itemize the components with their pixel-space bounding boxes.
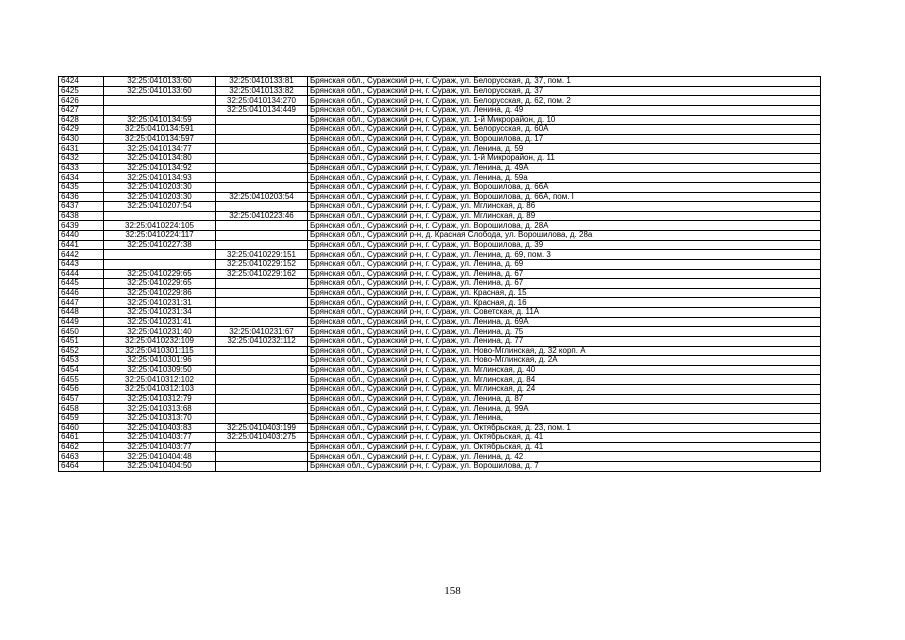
cadastral-number-secondary-cell — [216, 154, 308, 164]
row-number-cell: 6443 — [59, 259, 104, 269]
cadastral-number-cell: 32:25:0410231:41 — [104, 317, 216, 327]
address-cell: Брянская обл., Суражский р-н, г. Сураж, ул. Белорусская, д. 37, пом. 1 — [308, 77, 821, 87]
cadastral-number-secondary-cell — [216, 115, 308, 125]
cadastral-number-cell: 32:25:0410134:80 — [104, 154, 216, 164]
address-cell: Брянская обл., Суражский р-н, г. Сураж, ул. Ленина, д. 69, пом. 3 — [308, 250, 821, 260]
cadastral-number-cell: 32:25:0410301:96 — [104, 356, 216, 366]
cadastral-number-cell: 32:25:0410203:30 — [104, 182, 216, 192]
table-row — [59, 385, 821, 395]
cadastral-number-secondary-cell — [216, 173, 308, 183]
table-row — [59, 269, 821, 279]
cadastral-number-cell: 32:25:0410403:83 — [104, 423, 216, 433]
table-row — [59, 182, 821, 192]
table-row — [59, 452, 821, 462]
address-cell: Брянская обл., Суражский р-н, г. Сураж, ул. Ленина, д. 69 — [308, 259, 821, 269]
address-cell: Брянская обл., Суражский р-н, г. Сураж, ул. Ленина, д. 99А — [308, 404, 821, 414]
cadastral-number-cell: 32:25:0410134:92 — [104, 163, 216, 173]
address-cell: Брянская обл., Суражский р-н, г. Сураж, ул. 1-й Микрорайон, д. 10 — [308, 115, 821, 125]
address-cell: Брянская обл., Суражский р-н, г. Сураж, ул. Октябрьская, д. 41 — [308, 433, 821, 443]
table-row — [59, 211, 821, 221]
address-cell: Брянская обл., Суражский р-н, г. Сураж, ул. Ленина, д. 67 — [308, 279, 821, 289]
cadastral-number-cell: 32:25:0410312:79 — [104, 394, 216, 404]
cadastral-number-cell — [104, 211, 216, 221]
address-cell: Брянская обл., Суражский р-н, г. Сураж, ул. Ново-Мглинская, д. 32 корп. А — [308, 346, 821, 356]
table-row — [59, 433, 821, 443]
row-number-cell: 6450 — [59, 327, 104, 337]
cadastral-number-secondary-cell — [216, 182, 308, 192]
cadastral-number-secondary-cell — [216, 221, 308, 231]
address-cell: Брянская обл., Суражский р-н, г. Сураж, ул. Ленина, д. 59 — [308, 144, 821, 154]
cadastral-number-secondary-cell: 32:25:0410223:46 — [216, 211, 308, 221]
table-row — [59, 134, 821, 144]
row-number-cell: 6464 — [59, 462, 104, 472]
table-row — [59, 96, 821, 106]
row-number-cell: 6453 — [59, 356, 104, 366]
cadastral-number-secondary-cell: 32:25:0410133:82 — [216, 86, 308, 96]
row-number-cell: 6462 — [59, 442, 104, 452]
cadastral-number-secondary-cell: 32:25:0410229:151 — [216, 250, 308, 260]
cadastral-number-secondary-cell — [216, 317, 308, 327]
address-cell: Брянская обл., Суражский р-н, г. Сураж, ул. Ленина, д. 77 — [308, 336, 821, 346]
cadastral-number-cell — [104, 250, 216, 260]
cadastral-number-cell: 32:25:0410134:597 — [104, 134, 216, 144]
row-number-cell: 6438 — [59, 211, 104, 221]
row-number-cell: 6454 — [59, 365, 104, 375]
address-cell: Брянская обл., Суражский р-н, г. Сураж, ул. Советская, д. 11А — [308, 308, 821, 318]
cadastral-number-cell: 32:25:0410301:115 — [104, 346, 216, 356]
row-number-cell: 6444 — [59, 269, 104, 279]
row-number-cell: 6463 — [59, 452, 104, 462]
table-row — [59, 308, 821, 318]
row-number-cell: 6459 — [59, 413, 104, 423]
table-row — [59, 231, 821, 241]
cadastral-number-secondary-cell — [216, 288, 308, 298]
cadastral-number-secondary-cell: 32:25:0410134:270 — [216, 96, 308, 106]
row-number-cell: 6426 — [59, 96, 104, 106]
table-row — [59, 163, 821, 173]
cadastral-number-cell: 32:25:0410231:31 — [104, 298, 216, 308]
address-cell: Брянская обл., Суражский р-н, г. Сураж, ул. Ворошилова, д. 66А, пом. I — [308, 192, 821, 202]
table-row — [59, 336, 821, 346]
row-number-cell: 6446 — [59, 288, 104, 298]
cadastral-number-cell: 32:25:0410232:109 — [104, 336, 216, 346]
table-row — [59, 202, 821, 212]
cadastral-number-secondary-cell — [216, 452, 308, 462]
address-cell: Брянская обл., Суражский р-н, г. Сураж, ул. Ленина, д. 69А — [308, 317, 821, 327]
cadastral-number-cell: 32:25:0410227:38 — [104, 240, 216, 250]
row-number-cell: 6445 — [59, 279, 104, 289]
row-number-cell: 6433 — [59, 163, 104, 173]
table-row — [59, 77, 821, 87]
address-cell: Брянская обл., Суражский р-н, г. Сураж, ул. Белорусская, д. 37 — [308, 86, 821, 96]
cadastral-number-cell: 32:25:0410207:54 — [104, 202, 216, 212]
table-row — [59, 115, 821, 125]
table-row — [59, 346, 821, 356]
table-row — [59, 105, 821, 115]
table-row — [59, 298, 821, 308]
cadastral-number-cell: 32:25:0410133:60 — [104, 77, 216, 87]
cadastral-number-secondary-cell — [216, 404, 308, 414]
row-number-cell: 6451 — [59, 336, 104, 346]
cadastral-number-cell: 32:25:0410224:117 — [104, 231, 216, 241]
table-row — [59, 404, 821, 414]
table-row — [59, 279, 821, 289]
cadastral-number-cell: 32:25:0410134:59 — [104, 115, 216, 125]
cadastral-number-secondary-cell — [216, 298, 308, 308]
address-cell: Брянская обл., Суражский р-н, г. Сураж, ул. Ленина, д. 87 — [308, 394, 821, 404]
row-number-cell: 6441 — [59, 240, 104, 250]
row-number-cell: 6437 — [59, 202, 104, 212]
row-number-cell: 6427 — [59, 105, 104, 115]
table-row — [59, 317, 821, 327]
cadastral-number-cell: 32:25:0410133:60 — [104, 86, 216, 96]
row-number-cell: 6425 — [59, 86, 104, 96]
row-number-cell: 6452 — [59, 346, 104, 356]
address-cell: Брянская обл., Суражский р-н, г. Сураж, ул. Октябрьская, д. 23, пом. 1 — [308, 423, 821, 433]
address-cell: Брянская обл., Суражский р-н, г. Сураж, ул. Ленина, д. 49А — [308, 163, 821, 173]
cadastral-number-secondary-cell — [216, 462, 308, 472]
table-row — [59, 173, 821, 183]
address-cell: Брянская обл., Суражский р-н, г. Сураж, ул. Красная, д. 16 — [308, 298, 821, 308]
cadastral-number-cell — [104, 105, 216, 115]
row-number-cell: 6435 — [59, 182, 104, 192]
row-number-cell: 6430 — [59, 134, 104, 144]
row-number-cell: 6432 — [59, 154, 104, 164]
cadastral-number-cell: 32:25:0410231:34 — [104, 308, 216, 318]
row-number-cell: 6457 — [59, 394, 104, 404]
cadastral-number-cell: 32:25:0410404:48 — [104, 452, 216, 462]
cadastral-number-cell: 32:25:0410403:77 — [104, 442, 216, 452]
cadastral-number-secondary-cell: 32:25:0410229:162 — [216, 269, 308, 279]
address-cell: Брянская обл., Суражский р-н, г. Сураж, ул. Красная, д. 15 — [308, 288, 821, 298]
table-row — [59, 462, 821, 472]
address-cell: Брянская обл., Суражский р-н, г. Сураж, ул. Белорусская, д. 62, пом. 2 — [308, 96, 821, 106]
cadastral-number-secondary-cell — [216, 163, 308, 173]
table-row — [59, 125, 821, 135]
table-row — [59, 259, 821, 269]
cadastral-number-cell: 32:25:0410313:68 — [104, 404, 216, 414]
address-cell: Брянская обл., Суражский р-н, г. Сураж, ул. Ворошилова, д. 17 — [308, 134, 821, 144]
row-number-cell: 6455 — [59, 375, 104, 385]
cadastral-number-cell: 32:25:0410312:103 — [104, 385, 216, 395]
cadastral-number-secondary-cell — [216, 365, 308, 375]
cadastral-number-secondary-cell: 32:25:0410403:275 — [216, 433, 308, 443]
cadastral-number-cell: 32:25:0410312:102 — [104, 375, 216, 385]
row-number-cell: 6456 — [59, 385, 104, 395]
cadastral-number-secondary-cell: 32:25:0410232:112 — [216, 336, 308, 346]
table-row — [59, 86, 821, 96]
row-number-cell: 6431 — [59, 144, 104, 154]
cadastral-number-cell: 32:25:0410134:77 — [104, 144, 216, 154]
table-row — [59, 144, 821, 154]
address-cell: Брянская обл., Суражский р-н, г. Сураж, ул. Ворошилова, д. 7 — [308, 462, 821, 472]
cadastral-number-cell: 32:25:0410404:50 — [104, 462, 216, 472]
registry-table-body — [59, 77, 821, 472]
cadastral-number-secondary-cell — [216, 231, 308, 241]
cadastral-number-secondary-cell — [216, 394, 308, 404]
address-cell: Брянская обл., Суражский р-н, г. Сураж, ул. Ленина, д. 75 — [308, 327, 821, 337]
address-cell: Брянская обл., Суражский р-н, г. Сураж, ул. Мглинская, д. 86 — [308, 202, 821, 212]
cadastral-number-cell: 32:25:0410203:30 — [104, 192, 216, 202]
address-cell: Брянская обл., Суражский р-н, г. Сураж, ул. Мглинская, д. 89 — [308, 211, 821, 221]
cadastral-number-secondary-cell — [216, 356, 308, 366]
row-number-cell: 6439 — [59, 221, 104, 231]
table-row — [59, 327, 821, 337]
cadastral-number-cell: 32:25:0410229:65 — [104, 279, 216, 289]
row-number-cell: 6436 — [59, 192, 104, 202]
row-number-cell: 6458 — [59, 404, 104, 414]
cadastral-number-secondary-cell — [216, 375, 308, 385]
table-row — [59, 423, 821, 433]
address-cell: Брянская обл., Суражский р-н, г. Сураж, ул. Ворошилова, д. 39 — [308, 240, 821, 250]
cadastral-number-cell: 32:25:0410231:40 — [104, 327, 216, 337]
address-cell: Брянская обл., Суражский р-н, г. Сураж, ул. Ленина, — [308, 413, 821, 423]
row-number-cell: 6424 — [59, 77, 104, 87]
row-number-cell: 6440 — [59, 231, 104, 241]
cadastral-number-cell: 32:25:0410134:93 — [104, 173, 216, 183]
address-cell: Брянская обл., Суражский р-н, г. Сураж, ул. Ленина, д. 42 — [308, 452, 821, 462]
cadastral-number-secondary-cell: 32:25:0410133:81 — [216, 77, 308, 87]
cadastral-number-cell — [104, 96, 216, 106]
cadastral-number-cell: 32:25:0410224:105 — [104, 221, 216, 231]
cadastral-number-cell: 32:25:0410309:50 — [104, 365, 216, 375]
cadastral-number-cell: 32:25:0410134:591 — [104, 125, 216, 135]
cadastral-number-secondary-cell: 32:25:0410134:449 — [216, 105, 308, 115]
address-cell: Брянская обл., Суражский р-н, г. Сураж, ул. Ворошилова, д. 28А — [308, 221, 821, 231]
address-cell: Брянская обл., Суражский р-н, г. Сураж, ул. Белорусская, д. 60А — [308, 125, 821, 135]
cadastral-number-cell — [104, 259, 216, 269]
cadastral-number-secondary-cell — [216, 144, 308, 154]
cadastral-number-secondary-cell — [216, 346, 308, 356]
row-number-cell: 6447 — [59, 298, 104, 308]
row-number-cell: 6428 — [59, 115, 104, 125]
cadastral-number-secondary-cell: 32:25:0410403:199 — [216, 423, 308, 433]
row-number-cell: 6442 — [59, 250, 104, 260]
address-cell: Брянская обл., Суражский р-н, г. Сураж, ул. Ново-Мглинская, д. 2А — [308, 356, 821, 366]
address-cell: Брянская обл., Суражский р-н, г. Сураж, ул. Октябрьская, д. 41 — [308, 442, 821, 452]
table-row — [59, 192, 821, 202]
cadastral-number-secondary-cell — [216, 125, 308, 135]
cadastral-number-cell: 32:25:0410229:65 — [104, 269, 216, 279]
cadastral-number-secondary-cell — [216, 442, 308, 452]
address-cell: Брянская обл., Суражский р-н, г. Сураж, ул. Мглинская, д. 84 — [308, 375, 821, 385]
cadastral-number-secondary-cell — [216, 279, 308, 289]
table-row — [59, 154, 821, 164]
address-cell: Брянская обл., Суражский р-н, г. Сураж, ул. Ленина, д. 49 — [308, 105, 821, 115]
row-number-cell: 6434 — [59, 173, 104, 183]
cadastral-number-secondary-cell: 32:25:0410203:54 — [216, 192, 308, 202]
cadastral-number-secondary-cell — [216, 385, 308, 395]
cadastral-number-secondary-cell: 32:25:0410231:67 — [216, 327, 308, 337]
row-number-cell: 6448 — [59, 308, 104, 318]
cadastral-number-secondary-cell — [216, 308, 308, 318]
page-number: 158 — [444, 585, 461, 597]
table-row — [59, 413, 821, 423]
table-row — [59, 365, 821, 375]
address-cell: Брянская обл., Суражский р-н, г. Сураж, ул. Мглинская, д. 24 — [308, 385, 821, 395]
row-number-cell: 6429 — [59, 125, 104, 135]
address-cell: Брянская обл., Суражский р-н, г. Сураж, ул. Ленина, д. 67 — [308, 269, 821, 279]
cadastral-number-secondary-cell — [216, 202, 308, 212]
table-row — [59, 250, 821, 260]
cadastral-number-secondary-cell: 32:25:0410229:152 — [216, 259, 308, 269]
address-cell: Брянская обл., Суражский р-н, д. Красная Слобода, ул. Ворошилова, д. 28а — [308, 231, 821, 241]
row-number-cell: 6460 — [59, 423, 104, 433]
table-row — [59, 221, 821, 231]
row-number-cell: 6449 — [59, 317, 104, 327]
address-cell: Брянская обл., Суражский р-н, г. Сураж, ул. Мглинская, д. 40 — [308, 365, 821, 375]
cadastral-number-cell: 32:25:0410403:77 — [104, 433, 216, 443]
row-number-cell: 6461 — [59, 433, 104, 443]
table-row — [59, 375, 821, 385]
address-cell: Брянская обл., Суражский р-н, г. Сураж, ул. 1-й Микрорайон, д. 11 — [308, 154, 821, 164]
cadastral-number-cell: 32:25:0410313:70 — [104, 413, 216, 423]
cadastral-number-secondary-cell — [216, 240, 308, 250]
cadastral-number-secondary-cell — [216, 413, 308, 423]
table-row — [59, 394, 821, 404]
address-cell: Брянская обл., Суражский р-н, г. Сураж, ул. Ленина, д. 59а — [308, 173, 821, 183]
cadastral-number-cell: 32:25:0410229:86 — [104, 288, 216, 298]
table-row — [59, 240, 821, 250]
table-row — [59, 356, 821, 366]
address-cell: Брянская обл., Суражский р-н, г. Сураж, ул. Ворошилова, д. 66А — [308, 182, 821, 192]
table-row — [59, 442, 821, 452]
table-row — [59, 288, 821, 298]
registry-table — [58, 76, 821, 472]
cadastral-number-secondary-cell — [216, 134, 308, 144]
